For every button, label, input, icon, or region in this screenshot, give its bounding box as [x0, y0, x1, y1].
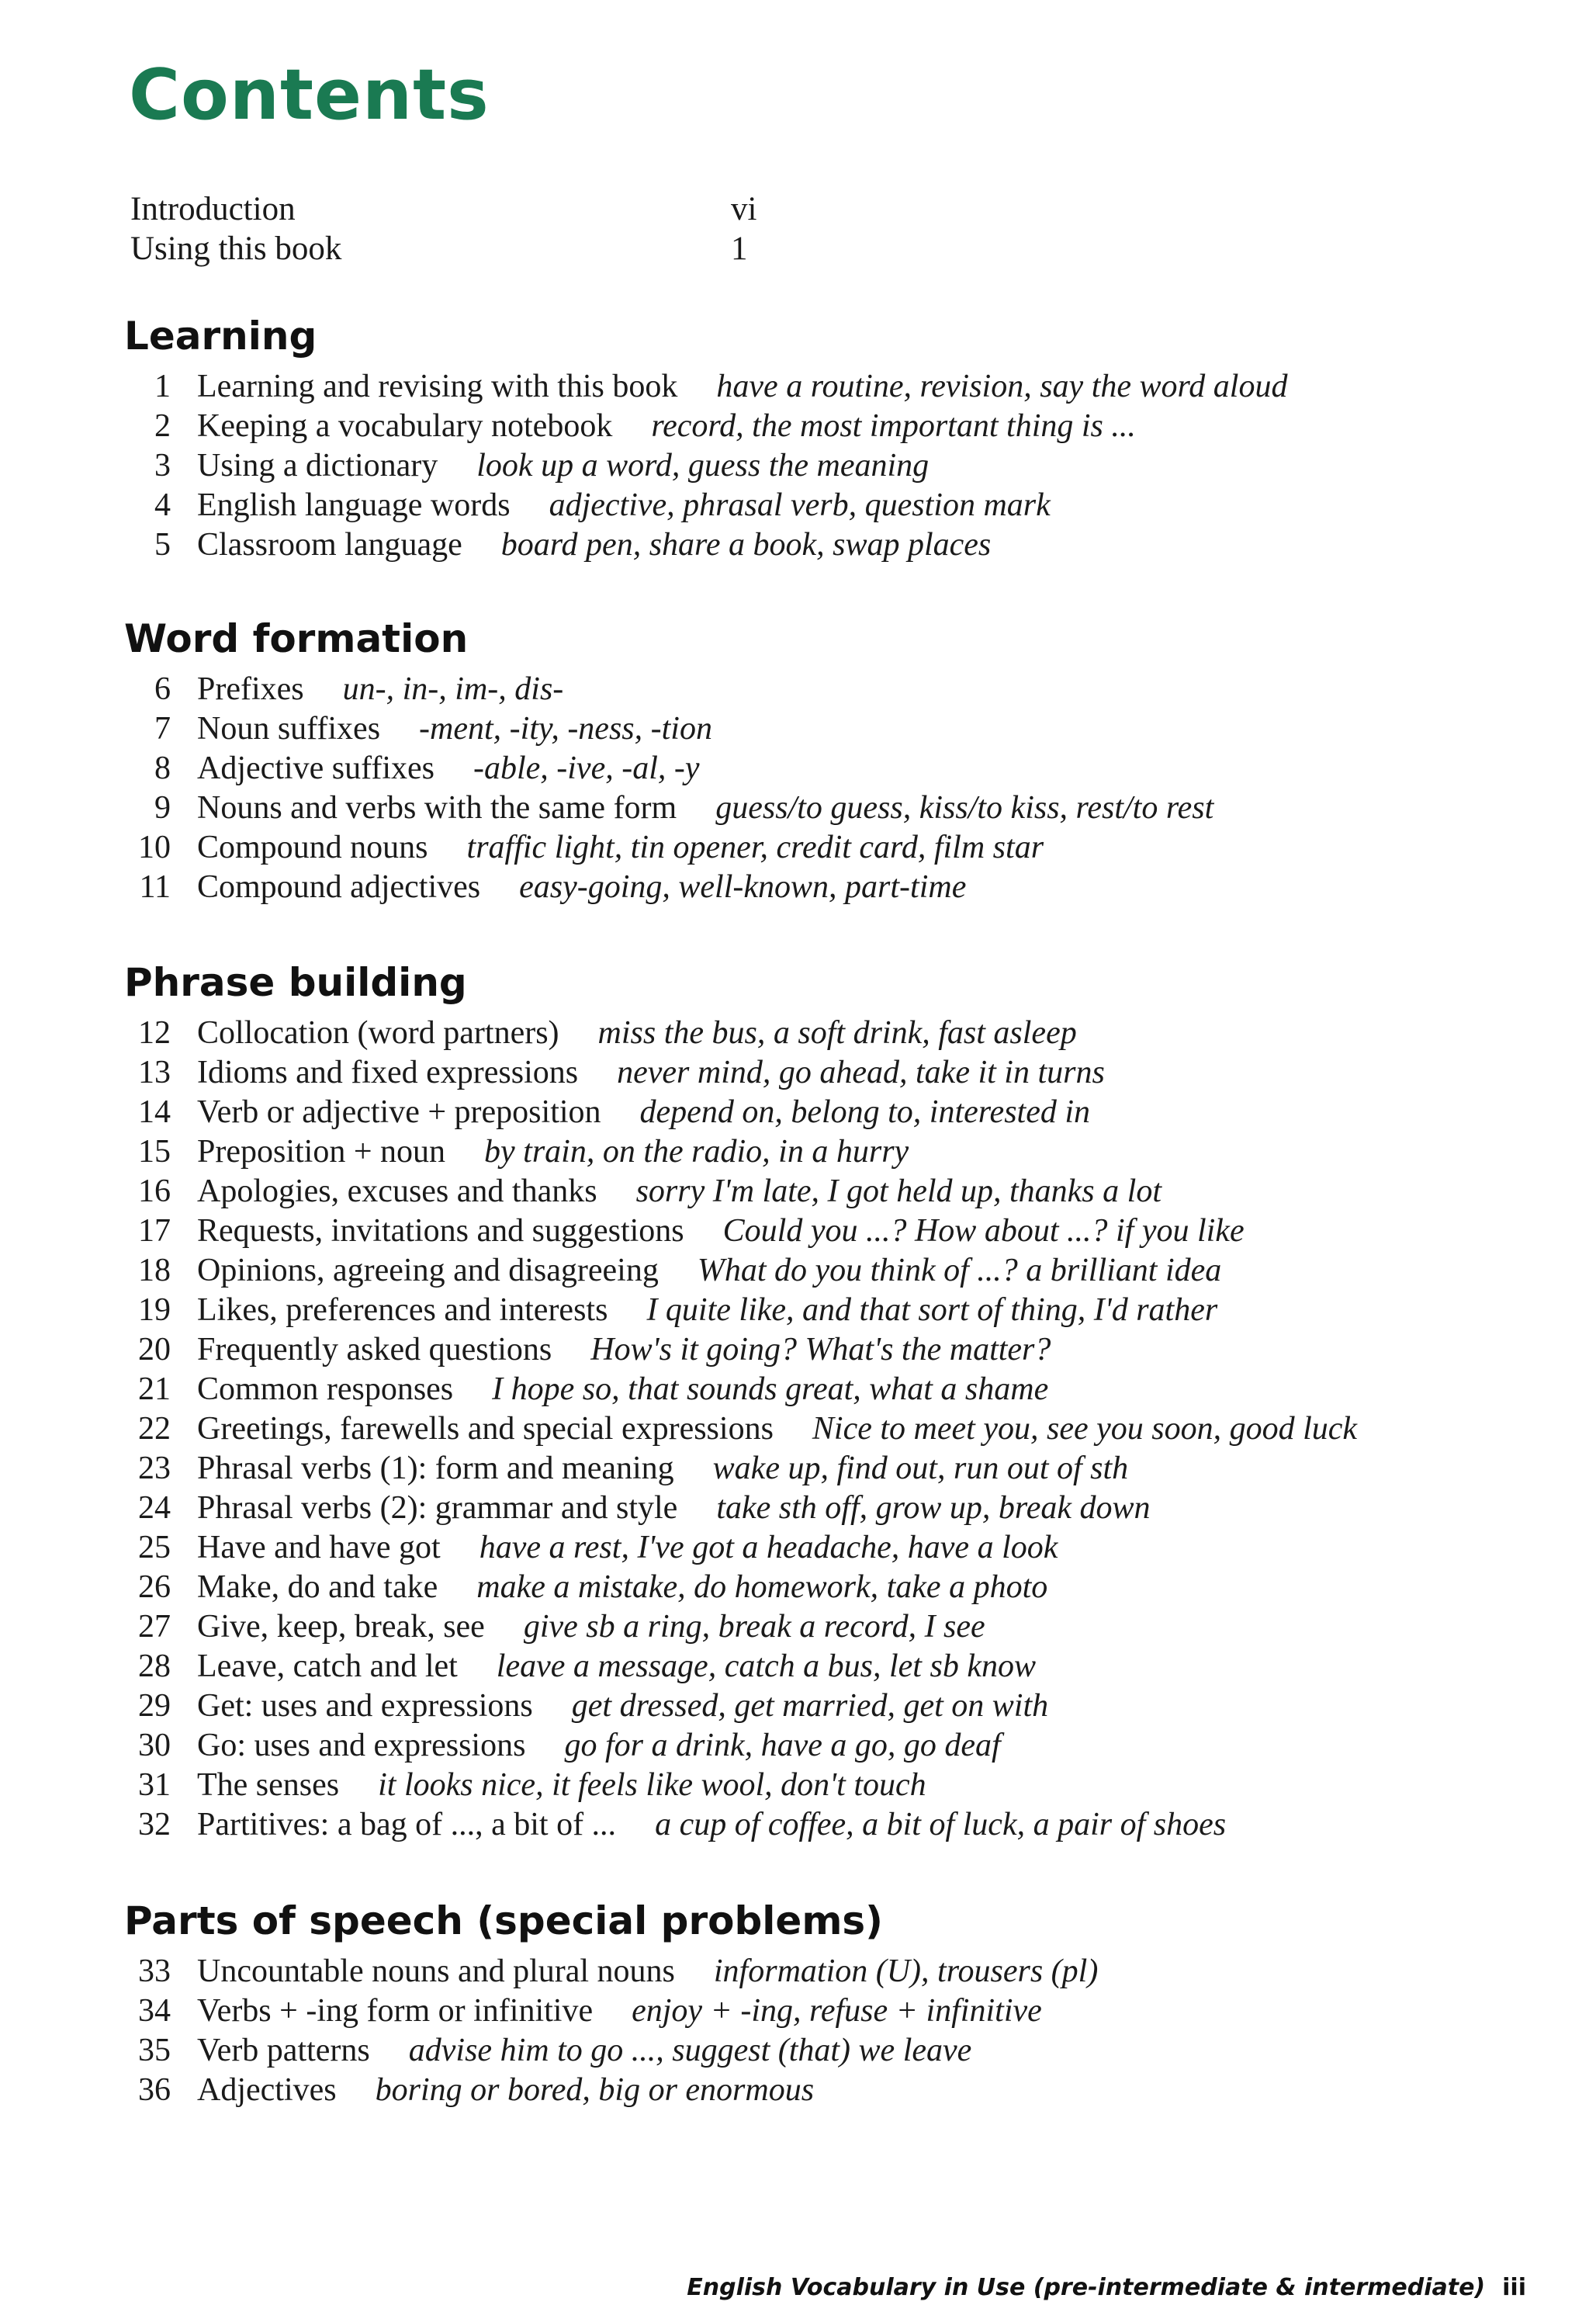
unit-row [124, 1529, 1567, 1569]
unit-row [124, 710, 1567, 750]
unit-list [124, 368, 1567, 566]
footer-book-title: English Vocabulary in Use (pre-intermediate & intermediate) [687, 2274, 1486, 2301]
unit-number: 5 [154, 527, 171, 563]
unit-title: Compound adjectives [197, 869, 481, 905]
intro-item-page: 1 [731, 231, 748, 267]
unit-row [124, 868, 1567, 908]
intro-item-page: vi [731, 191, 757, 227]
unit-row [124, 2032, 1567, 2071]
unit-number: 10 [138, 830, 171, 865]
unit-examples: How's it going? What's the matter? [590, 1332, 1051, 1367]
unit-title: Learning and revising with this book [197, 369, 678, 404]
unit-title: Opinions, agreeing and disagreeing [197, 1253, 659, 1288]
unit-row [124, 1953, 1567, 1992]
unit-row [124, 1648, 1567, 1687]
unit-row [124, 526, 1567, 566]
unit-examples: it looks nice, it feels like wool, don't touch [378, 1767, 926, 1803]
unit-number: 11 [139, 869, 171, 905]
unit-examples: traffic light, tin opener, credit card, film star [466, 830, 1044, 865]
unit-number: 35 [138, 2033, 171, 2068]
unit-row [124, 1410, 1567, 1450]
unit-title: Requests, invitations and suggestions [197, 1213, 684, 1249]
section-title: Word formation [124, 616, 469, 661]
unit-number: 17 [138, 1213, 171, 1249]
unit-number: 24 [138, 1490, 171, 1526]
footer-page-number: iii [1502, 2274, 1526, 2301]
unit-row [124, 1054, 1567, 1094]
unit-examples: wake up, find out, run out of sth [712, 1451, 1129, 1486]
unit-row [124, 1252, 1567, 1291]
unit-title: English language words [197, 487, 511, 523]
unit-title: Have and have got [197, 1530, 441, 1565]
unit-title: Verb or adjective + preposition [197, 1094, 601, 1130]
unit-examples: depend on, belong to, interested in [639, 1094, 1091, 1130]
unit-examples: look up a word, guess the meaning [476, 448, 930, 484]
unit-examples: by train, on the radio, in a hurry [484, 1134, 909, 1170]
unit-title: Verbs + -ing form or infinitive [197, 1993, 594, 2029]
unit-title: Noun suffixes [197, 711, 381, 747]
unit-number: 3 [154, 448, 171, 484]
unit-row [124, 1371, 1567, 1410]
section-learning [124, 310, 1567, 566]
unit-title: Preposition + noun [197, 1134, 446, 1170]
unit-examples: boring or bored, big or enormous [375, 2072, 815, 2108]
unit-number: 14 [138, 1094, 171, 1130]
unit-title: Apologies, excuses and thanks [197, 1173, 597, 1209]
unit-number: 1 [154, 369, 171, 404]
unit-title: Likes, preferences and interests [197, 1292, 608, 1328]
unit-row [124, 1212, 1567, 1252]
unit-number: 16 [138, 1173, 171, 1209]
unit-row [124, 1291, 1567, 1331]
unit-number: 9 [154, 790, 171, 826]
unit-number: 23 [138, 1451, 171, 1486]
intro-item [130, 229, 829, 269]
section-word-formation [124, 613, 1567, 908]
page-footer [687, 2274, 1526, 2301]
unit-examples: guess/to guess, kiss/to kiss, rest/to rest [715, 790, 1214, 826]
unit-title: Classroom language [197, 527, 462, 563]
unit-title: Common responses [197, 1371, 454, 1407]
unit-row [124, 368, 1567, 407]
unit-number: 18 [138, 1253, 171, 1288]
unit-examples: take sth off, grow up, break down [716, 1490, 1151, 1526]
unit-number: 21 [138, 1371, 171, 1407]
unit-title: Give, keep, break, see [197, 1609, 485, 1645]
unit-row [124, 1992, 1567, 2032]
unit-row [124, 487, 1567, 526]
unit-row [124, 447, 1567, 487]
unit-row [124, 1727, 1567, 1766]
unit-number: 4 [154, 487, 171, 523]
unit-examples: go for a drink, have a go, go deaf [564, 1728, 1001, 1763]
unit-number: 13 [138, 1055, 171, 1090]
unit-row [124, 1133, 1567, 1173]
unit-examples: -ment, -ity, -ness, -tion [419, 711, 712, 747]
unit-number: 27 [138, 1609, 171, 1645]
unit-examples: never mind, go ahead, take it in turns [617, 1055, 1105, 1090]
unit-title: Partitives: a bag of ..., a bit of ... [197, 1807, 617, 1842]
unit-row [124, 1094, 1567, 1133]
unit-title: Nouns and verbs with the same form [197, 790, 677, 826]
intro-list [130, 189, 829, 269]
unit-title: Adjective suffixes [197, 750, 434, 786]
unit-number: 29 [138, 1688, 171, 1724]
unit-number: 7 [154, 711, 171, 747]
unit-title: Frequently asked questions [197, 1332, 552, 1367]
unit-title: Phrasal verbs (1): form and meaning [197, 1451, 674, 1486]
unit-examples: What do you think of ...? a brilliant idea [697, 1253, 1222, 1288]
unit-examples: get dressed, get married, get on with [571, 1688, 1049, 1724]
unit-number: 20 [138, 1332, 171, 1367]
unit-row [124, 671, 1567, 710]
unit-number: 19 [138, 1292, 171, 1328]
unit-examples: make a mistake, do homework, take a photo [476, 1569, 1048, 1605]
unit-title: The senses [197, 1767, 340, 1803]
unit-examples: have a routine, revision, say the word aloud [716, 369, 1288, 404]
unit-row [124, 750, 1567, 789]
unit-number: 25 [138, 1530, 171, 1565]
unit-title: Get: uses and expressions [197, 1688, 533, 1724]
unit-row [124, 1806, 1567, 1846]
unit-title: Verb patterns [197, 2033, 370, 2068]
unit-title: Go: uses and expressions [197, 1728, 526, 1763]
unit-examples: have a rest, I've got a headache, have a look [479, 1530, 1058, 1565]
unit-examples: Nice to meet you, see you soon, good luck [812, 1411, 1358, 1447]
unit-number: 30 [138, 1728, 171, 1763]
unit-examples: a cup of coffee, a bit of luck, a pair of shoes [655, 1807, 1227, 1842]
unit-number: 33 [138, 1953, 171, 1989]
unit-row [124, 407, 1567, 447]
unit-examples: un-, in-, im-, dis- [342, 671, 564, 707]
unit-row [124, 1173, 1567, 1212]
unit-examples: enjoy + -ing, refuse + infinitive [632, 1993, 1042, 2029]
section-title: Learning [124, 314, 317, 359]
unit-examples: advise him to go ..., suggest (that) we leave [408, 2033, 972, 2068]
unit-title: Collocation (word partners) [197, 1015, 559, 1051]
unit-number: 12 [138, 1015, 171, 1051]
unit-row [124, 789, 1567, 829]
unit-title: Prefixes [197, 671, 304, 707]
page-title: Contents [129, 54, 490, 136]
section-title: Phrase building [124, 960, 467, 1005]
unit-number: 36 [138, 2072, 171, 2108]
unit-list [124, 671, 1567, 908]
unit-number: 28 [138, 1648, 171, 1684]
unit-examples: easy-going, well-known, part-time [519, 869, 967, 905]
unit-number: 26 [138, 1569, 171, 1605]
unit-examples: leave a message, catch a bus, let sb know [496, 1648, 1036, 1684]
unit-title: Compound nouns [197, 830, 428, 865]
unit-number: 6 [154, 671, 171, 707]
unit-row [124, 1450, 1567, 1489]
section-title: Parts of speech (special problems) [124, 1898, 884, 1943]
unit-title: Uncountable nouns and plural nouns [197, 1953, 675, 1989]
unit-examples: information (U), trousers (pl) [713, 1953, 1099, 1989]
unit-row [124, 1489, 1567, 1529]
intro-item-label: Using this book [130, 231, 342, 267]
unit-title: Greetings, farewells and special expressions [197, 1411, 774, 1447]
intro-item [130, 189, 829, 229]
unit-examples: -able, -ive, -al, -y [473, 750, 700, 786]
unit-row [124, 1331, 1567, 1371]
unit-number: 8 [154, 750, 171, 786]
unit-list [124, 1014, 1567, 1846]
unit-examples: record, the most important thing is ... [651, 408, 1136, 444]
unit-row [124, 1569, 1567, 1608]
unit-row [124, 829, 1567, 868]
unit-examples: board pen, share a book, swap places [500, 527, 992, 563]
unit-title: Leave, catch and let [197, 1648, 458, 1684]
unit-title: Make, do and take [197, 1569, 438, 1605]
unit-row [124, 1687, 1567, 1727]
unit-title: Phrasal verbs (2): grammar and style [197, 1490, 678, 1526]
unit-row [124, 1766, 1567, 1806]
unit-number: 31 [138, 1767, 171, 1803]
unit-row [124, 1608, 1567, 1648]
unit-title: Idioms and fixed expressions [197, 1055, 579, 1090]
unit-examples: adjective, phrasal verb, question mark [549, 487, 1051, 523]
unit-examples: Could you ...? How about ...? if you like [722, 1213, 1245, 1249]
section-phrase-building [124, 957, 1567, 1846]
unit-examples: I quite like, and that sort of thing, I'd rather [646, 1292, 1218, 1328]
unit-number: 2 [154, 408, 171, 444]
unit-list [124, 1953, 1567, 2111]
intro-item-label: Introduction [130, 191, 296, 227]
unit-examples: sorry I'm late, I got held up, thanks a lot [635, 1173, 1162, 1209]
unit-row [124, 1014, 1567, 1054]
unit-examples: give sb a ring, break a record, I see [523, 1609, 985, 1645]
unit-row [124, 2071, 1567, 2111]
unit-number: 15 [138, 1134, 171, 1170]
unit-examples: miss the bus, a soft drink, fast asleep [597, 1015, 1077, 1051]
unit-title: Adjectives [197, 2072, 337, 2108]
unit-title: Keeping a vocabulary notebook [197, 408, 613, 444]
unit-title: Using a dictionary [197, 448, 438, 484]
unit-number: 32 [138, 1807, 171, 1842]
unit-number: 34 [138, 1993, 171, 2029]
unit-number: 22 [138, 1411, 171, 1447]
section-parts-of-speech [124, 1895, 1567, 2111]
unit-examples: I hope so, that sounds great, what a shame [492, 1371, 1049, 1407]
